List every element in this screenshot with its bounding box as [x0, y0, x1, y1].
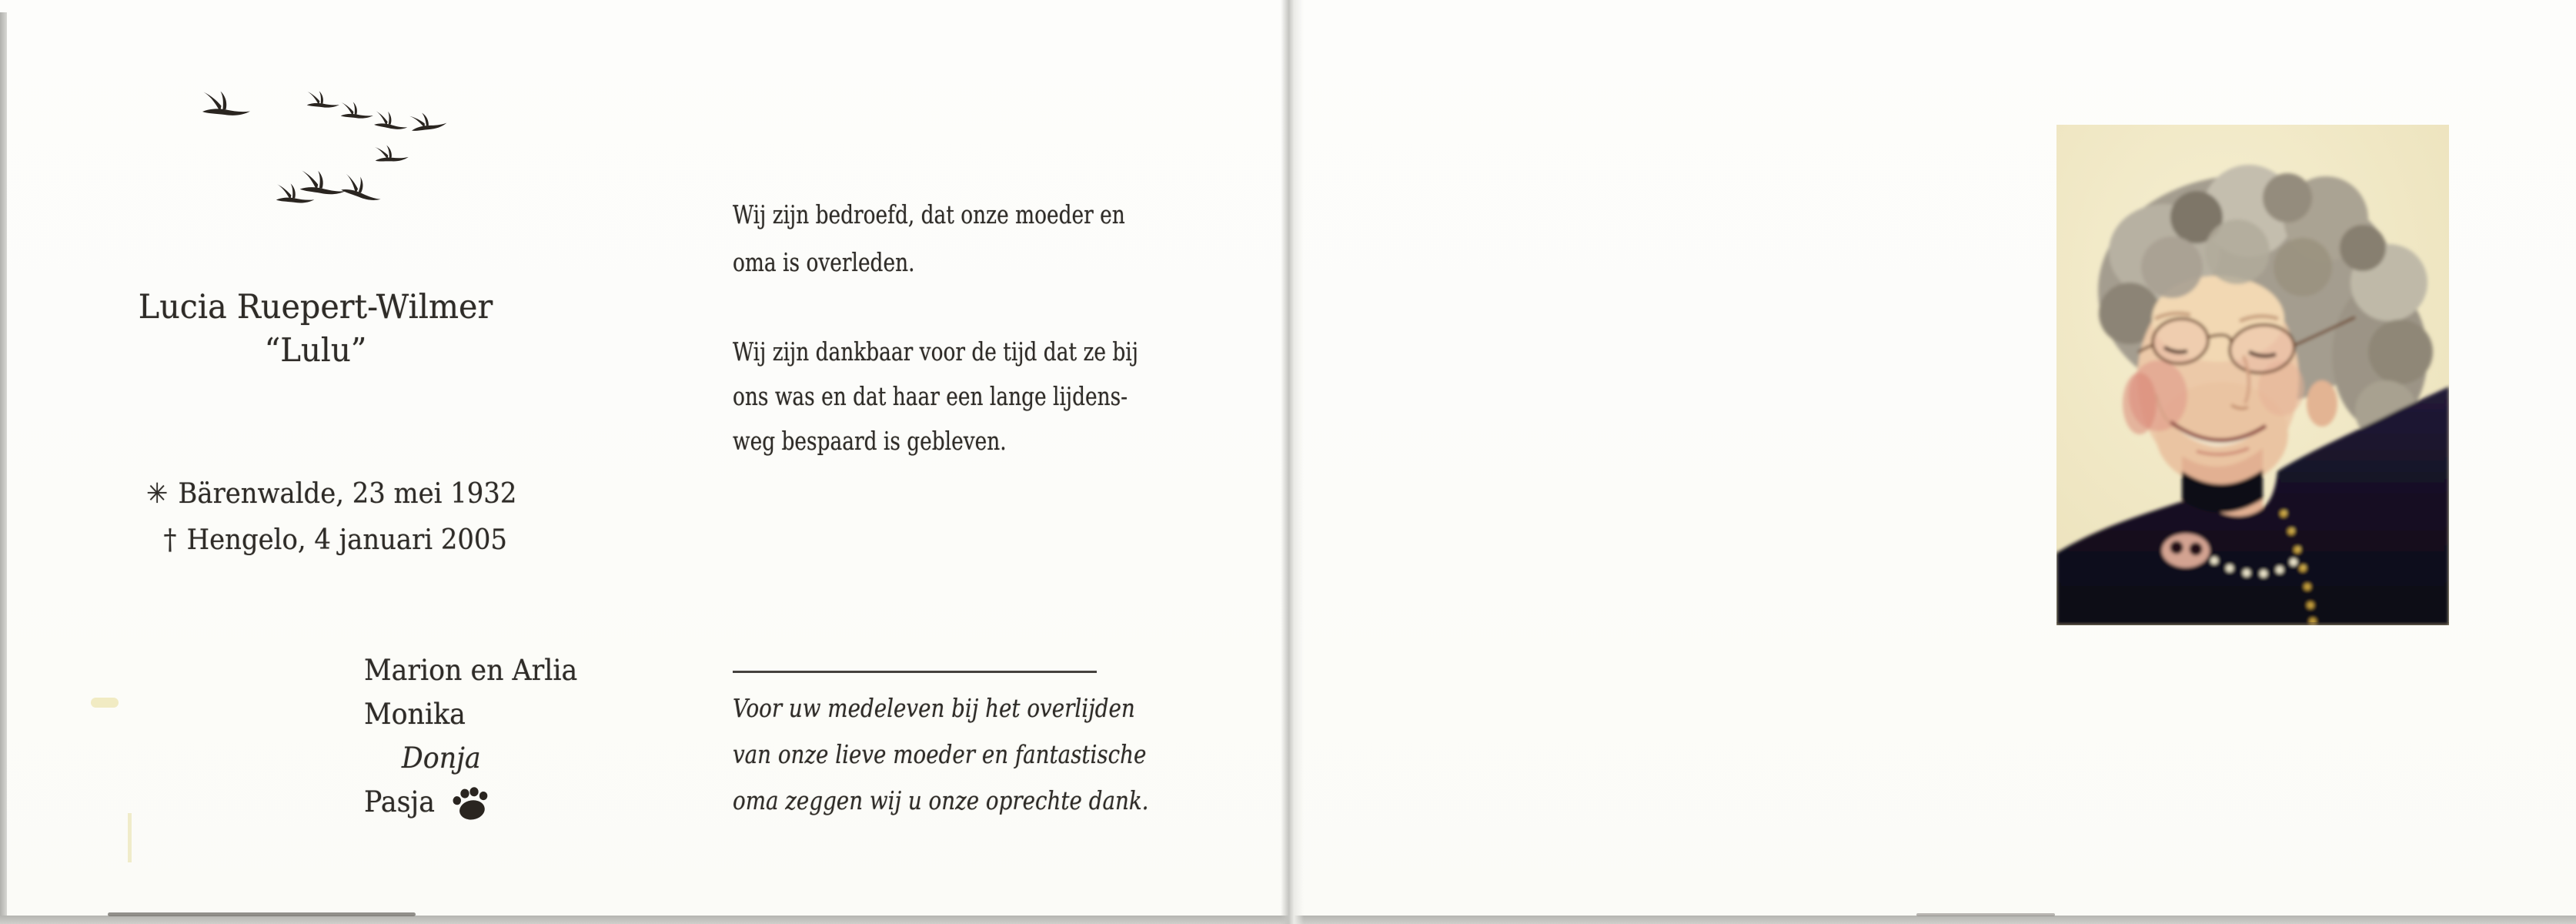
- family-name: Donja: [401, 742, 481, 775]
- portrait-photo: [2056, 125, 2449, 625]
- card-bottom-shadow: [108, 912, 416, 916]
- scan-artifact: [128, 813, 132, 862]
- text-line: Wij zijn dankbaar voor de tijd dat ze bij: [733, 336, 1138, 367]
- text-line: Voor uw medeleven bij het overlijden: [733, 693, 1135, 723]
- text-line: weg bespaard is gebleven.: [733, 426, 1007, 456]
- family-name: Marion en Arlia: [364, 654, 578, 687]
- card-bottom-shadow: [1916, 913, 2055, 916]
- text-line: oma is overleden.: [733, 247, 915, 277]
- pet-name: Pasja: [364, 785, 435, 819]
- text-line: ons was en dat haar een lange lijdens-: [733, 381, 1128, 411]
- death-cross-icon: †: [163, 524, 177, 556]
- birth-line: [146, 471, 516, 517]
- family-name-pet: [364, 780, 577, 824]
- birth-star-icon: ✳: [146, 478, 169, 510]
- life-dates: [146, 471, 516, 564]
- text-line: oma zeggen wij u onze oprechte dank.: [733, 785, 1149, 815]
- thanks-paragraph: [733, 685, 1148, 824]
- gratitude-paragraph: [733, 330, 1138, 464]
- death-line: [164, 517, 517, 564]
- paw-print-icon: [449, 783, 493, 824]
- horizontal-rule: [733, 671, 1097, 673]
- deceased-name: Lucia Ruepert-Wilmer: [138, 288, 493, 326]
- family-name: Monika: [364, 698, 466, 731]
- deceased-name-block: [123, 286, 507, 371]
- sorrow-paragraph: [733, 191, 1125, 286]
- text-line: van onze lieve moeder en fantastische: [733, 739, 1147, 769]
- birth-place-date: Bärenwalde, 23 mei 1932: [178, 478, 517, 510]
- text-line: Wij zijn bedroefd, dat onze moeder en: [733, 199, 1125, 229]
- death-place-date: Hengelo, 4 januari 2005: [186, 524, 507, 556]
- scan-artifact: [91, 698, 119, 708]
- family-names-list: [364, 648, 577, 824]
- deceased-nickname: “Lulu”: [264, 331, 367, 369]
- card-fold-line: [1281, 0, 1304, 924]
- flying-geese-icon: [185, 77, 462, 212]
- scan-left-edge: [0, 12, 7, 924]
